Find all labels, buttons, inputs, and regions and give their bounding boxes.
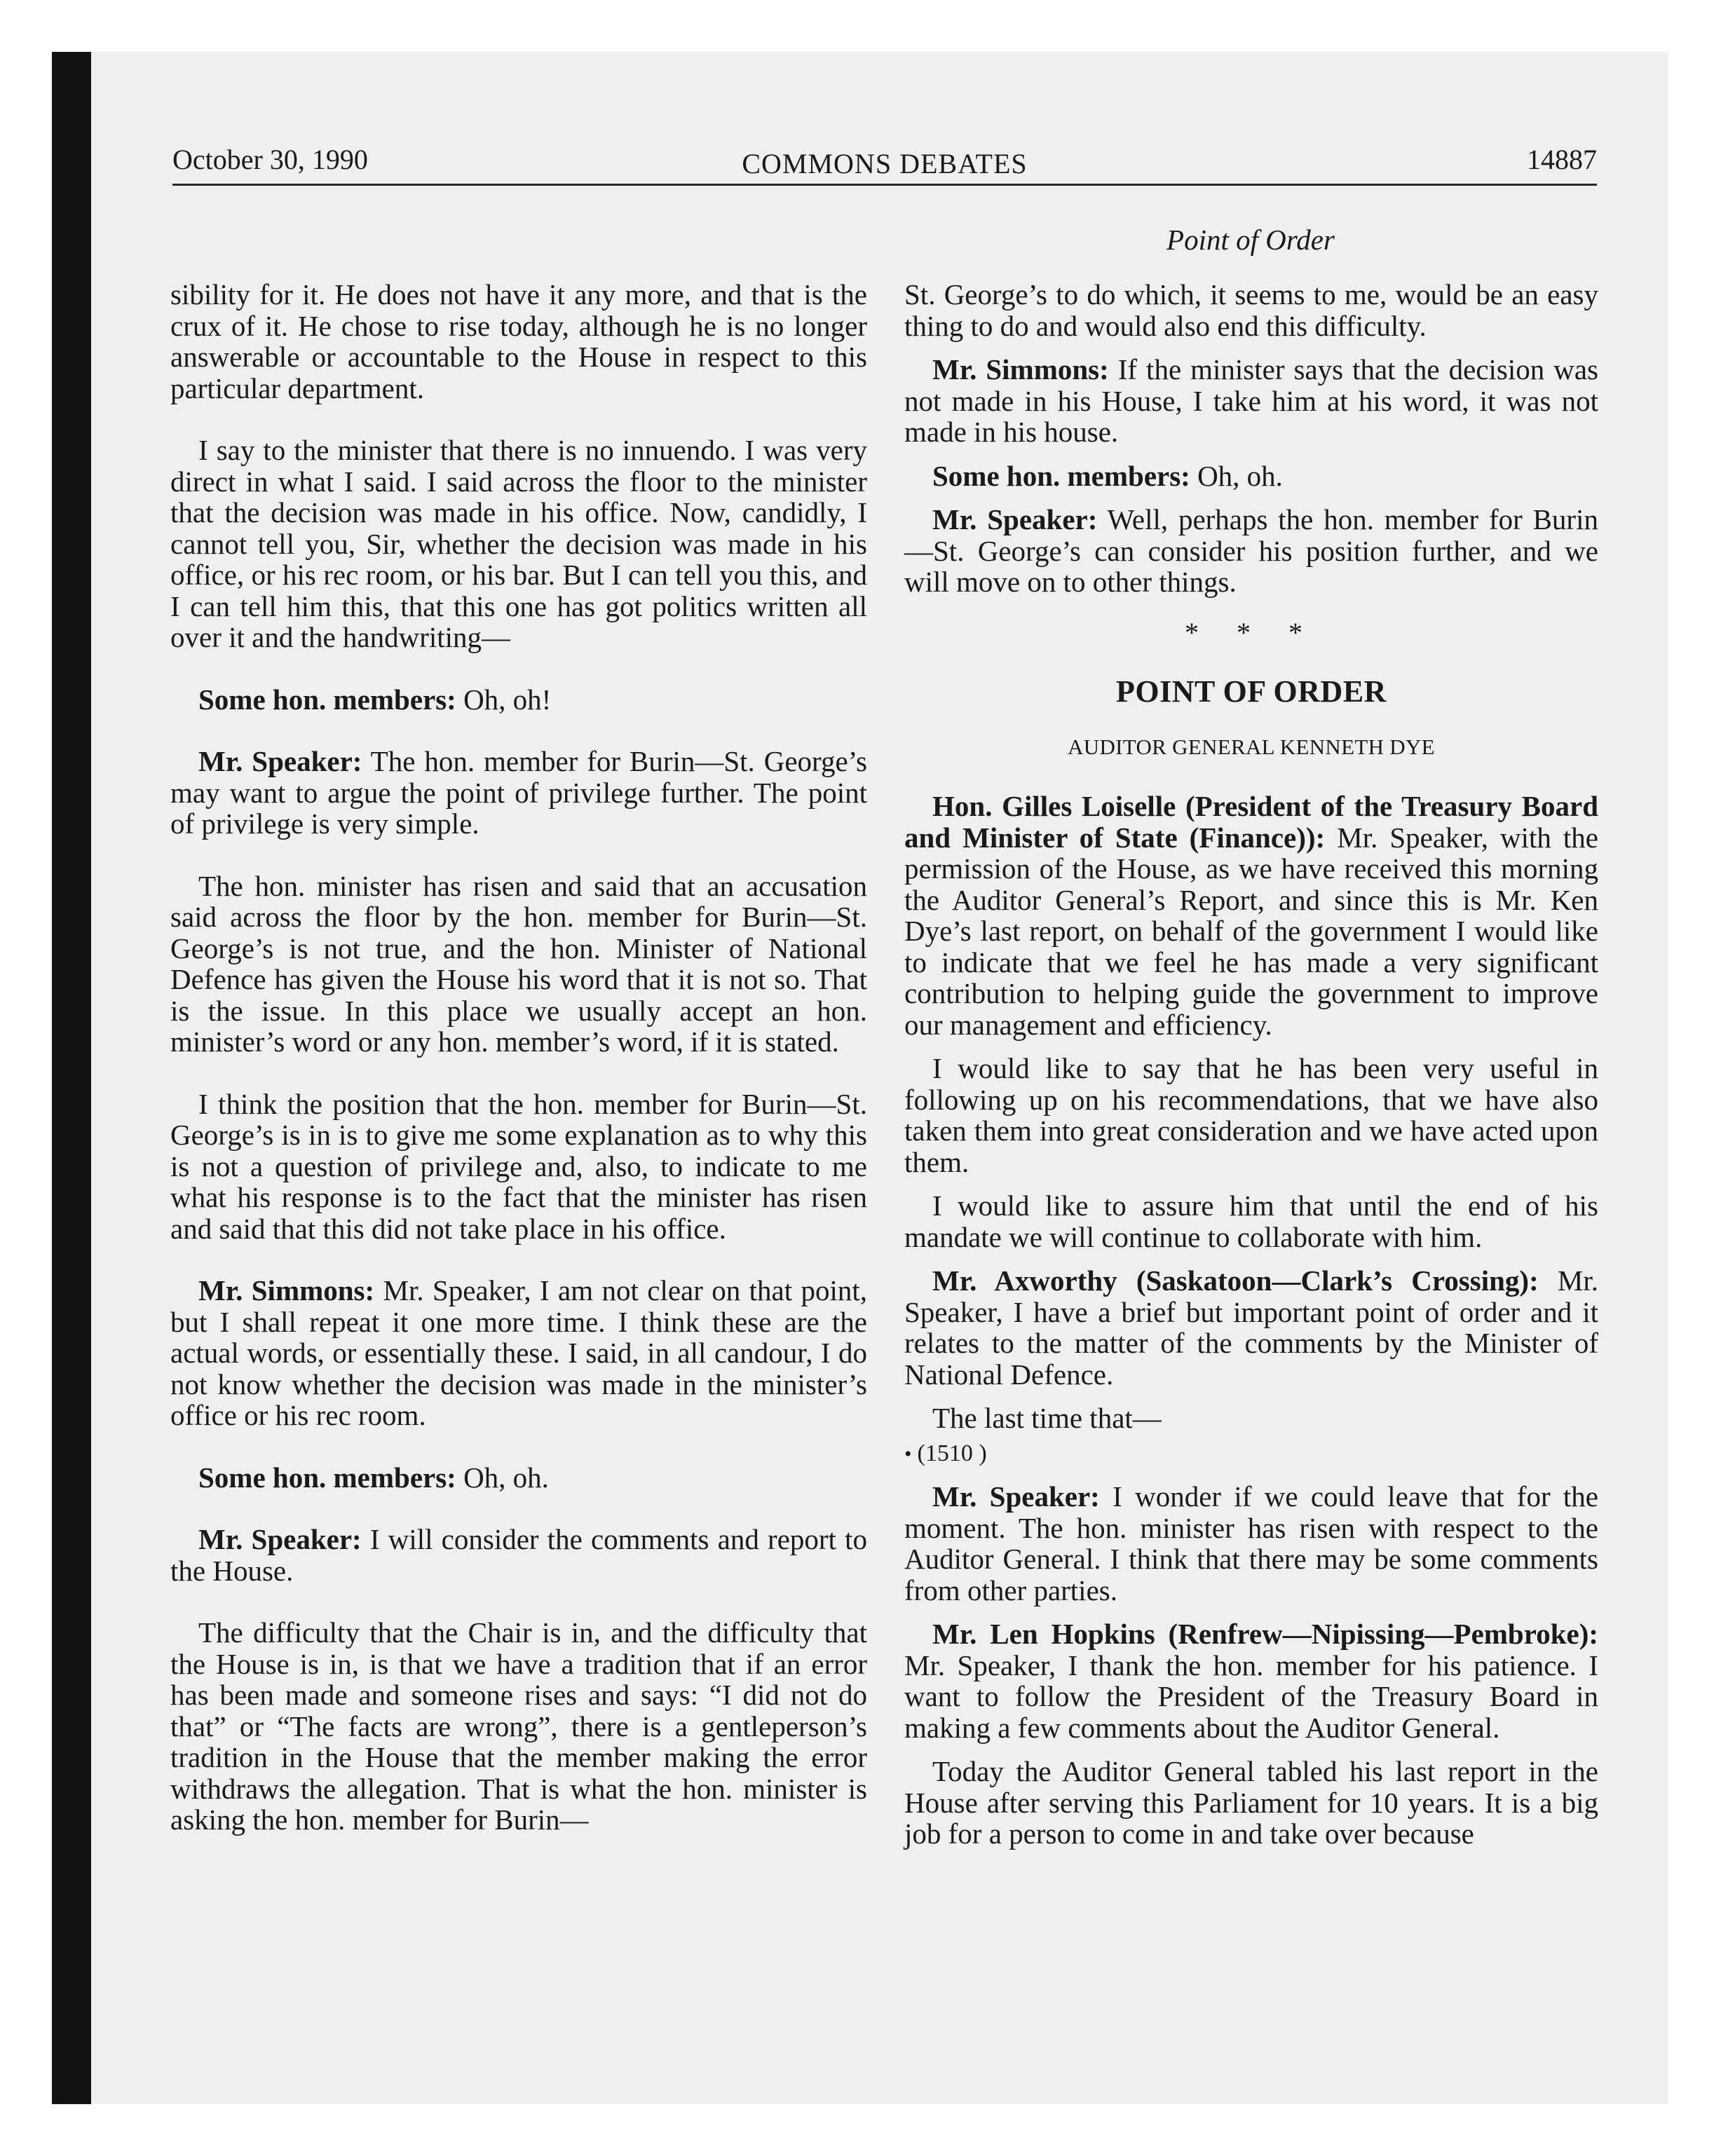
paragraph-text: Mr. Speaker, with the permission of the House, as we have received this morning the Auditor General’s Report, and since this is Mr. Ken Dye’s last report, on behalf of the government I would like to indicate that we feel he has made a very significant contribution to helping guide the government to improve our management and efficiency. bbox=[904, 821, 1599, 1041]
paragraph bbox=[904, 1265, 1598, 1390]
page-header bbox=[172, 140, 1597, 185]
paragraph bbox=[904, 1481, 1598, 1606]
header-date: October 30, 1990 bbox=[172, 144, 368, 175]
paragraph bbox=[170, 435, 867, 653]
paragraph-text: I would like to assure him that until the end of his mandate we will continue to collaborate with him. bbox=[904, 1189, 1598, 1253]
bullet-icon: • bbox=[904, 1442, 912, 1466]
paragraph bbox=[170, 871, 867, 1058]
speaker-name: Hon. Gilles Loiselle (President of the Treasury Board and Minister of State (Finance)): bbox=[904, 790, 1598, 854]
paragraph-text: The hon. minister has risen and said that an accusation said across the floor by the hon. member for Burin—St. George’s is not true, and the hon. Minister of National Defence has given the House his word that it is not so. That is the issue. In this place we usually accept an hon. minister’s word or any hon. member’s word, if it is stated. bbox=[170, 869, 867, 1058]
paragraph-text: Oh, oh. bbox=[463, 1461, 549, 1494]
time-marker-text: (1510 ) bbox=[917, 1440, 987, 1466]
section-heading: POINT OF ORDER bbox=[1116, 674, 1387, 709]
paragraph-text: The hon. member for Burin—St. George’s may want to argue the point of privilege further. The point of privilege is very simple. bbox=[170, 745, 867, 840]
paragraph bbox=[170, 1089, 867, 1245]
header-title: COMMONS DEBATES bbox=[742, 148, 1028, 179]
paragraph-text: I wonder if we could leave that for the moment. The hon. minister has risen with respect to the Auditor General. I think that there may be some comments from other parties. bbox=[904, 1480, 1598, 1606]
paragraph-text: Mr. Speaker, I have a brief but important point of order and it relates to the matter of the comments by the Minister of National Defence. bbox=[904, 1264, 1598, 1391]
paragraph bbox=[904, 1053, 1598, 1178]
paragraph-text: sibility for it. He does not have it any more, and that is the crux of it. He chose to rise today, although he is no longer answerable or accountable to the House in respect to this particular department. bbox=[170, 278, 867, 404]
paragraph-text: I say to the minister that there is no innuendo. I was very direct in what I said. I said across the floor to the minister that the decision was made in his office. Now, candidly, I cannot tell you, Sir, whether the decision was made in his office, or his rec room, or his bar. But I can tell you this, and I can tell him this, that this one has got politics written all over it and the handwriting— bbox=[170, 434, 867, 653]
speaker-name: Mr. Speaker: bbox=[932, 1480, 1100, 1513]
paragraph bbox=[904, 1756, 1598, 1850]
speaker-name: Mr. Axworthy (Saskatoon—Clark’s Crossing): bbox=[932, 1264, 1539, 1297]
paragraph bbox=[904, 279, 1598, 341]
paragraph-text: I will consider the comments and report to the House. bbox=[170, 1523, 867, 1587]
paragraph-text: Mr. Speaker, I am not clear on that point, but I shall repeat it one more time. I think these are the actual words, or essentially these. I said, in all candour, I do not know whether the decision was made in the minister’s office or his rec room. bbox=[170, 1274, 868, 1431]
paragraph bbox=[904, 791, 1598, 1040]
paragraph bbox=[904, 504, 1598, 598]
header-page-number: 14887 bbox=[1527, 144, 1597, 175]
paragraph-text: The difficulty that the Chair is in, and the difficulty that the House is in, is that we have a tradition that if an error has been made and someone rises and says: “I did not do that” or “The facts are wrong”, there is a gentleperson’s tradition in the House that the member making the error withdraws the allegation. That is what the hon. minister is asking the hon. member for Burin— bbox=[170, 1616, 867, 1836]
paragraph bbox=[904, 1190, 1598, 1253]
paragraph bbox=[904, 1618, 1598, 1743]
speaker-name: Mr. Simmons: bbox=[198, 1274, 375, 1306]
paragraph-text: Today the Auditor General tabled his last report in the House after serving this Parliament for 10 years. It is a big job for a person to come in and take over because bbox=[904, 1755, 1598, 1850]
binding-edge bbox=[52, 52, 91, 2104]
paragraph-text: If the minister says that the decision was not made in his House, I take him at his word, it was not made in his house. bbox=[904, 353, 1598, 448]
paragraph bbox=[170, 684, 867, 716]
section-subheading: AUDITOR GENERAL KENNETH DYE bbox=[1068, 734, 1435, 759]
paragraph bbox=[170, 279, 867, 404]
speaker-name: Some hon. members: bbox=[198, 683, 456, 716]
paragraph bbox=[904, 460, 1598, 492]
paragraph bbox=[170, 746, 867, 840]
paragraph-text: I think the position that the hon. member for Burin—St. George’s is in is to give me some explanation as to why this is not a question of privilege and, also, to indicate to me what his response is to the fact that the minister has risen and said that this did not take place in his office. bbox=[170, 1087, 867, 1245]
speaker-name: Mr. Simmons: bbox=[932, 353, 1109, 386]
speaker-name: Some hon. members: bbox=[932, 459, 1190, 492]
right-column bbox=[904, 279, 1598, 1850]
paragraph-text: I would like to say that he has been very useful in following up on his recommendations, that we have also taken them into great consideration and we have acted upon them. bbox=[904, 1052, 1598, 1178]
speaker-name: Mr. Speaker: bbox=[198, 1523, 362, 1555]
paragraph-text: St. George’s to do which, it seems to me, would be an easy thing to do and would also end this difficulty. bbox=[904, 278, 1598, 342]
paragraph bbox=[170, 1617, 867, 1836]
paragraph bbox=[170, 1462, 867, 1494]
left-column bbox=[170, 279, 867, 1836]
section-label: Point of Order bbox=[1166, 224, 1335, 256]
speaker-name: Some hon. members: bbox=[198, 1461, 456, 1494]
paragraph bbox=[170, 1524, 867, 1586]
paragraph-text: The last time that— bbox=[932, 1402, 1162, 1434]
speaker-name: Mr. Speaker: bbox=[932, 503, 1098, 535]
paragraph bbox=[170, 1275, 867, 1431]
paragraph-text: Well, perhaps the hon. member for Burin—St. George’s can consider his position further, and we will move on to other things. bbox=[904, 503, 1598, 598]
speaker-name: Mr. Len Hopkins (Renfrew—Nipissing—Pembroke): bbox=[932, 1618, 1598, 1650]
header-rule bbox=[172, 184, 1597, 186]
time-marker bbox=[904, 1438, 1598, 1471]
paragraph bbox=[904, 354, 1598, 448]
paragraph-text: Oh, oh! bbox=[463, 683, 552, 716]
paragraph bbox=[904, 1403, 1598, 1434]
paragraph-text: Mr. Speaker, I thank the hon. member for his patience. I want to follow the President of the Treasury Board in making a few comments about the Auditor General. bbox=[904, 1649, 1598, 1744]
section-separator: * * * bbox=[1185, 616, 1318, 648]
speaker-name: Mr. Speaker: bbox=[198, 745, 362, 777]
paragraph-text: Oh, oh. bbox=[1197, 459, 1283, 492]
